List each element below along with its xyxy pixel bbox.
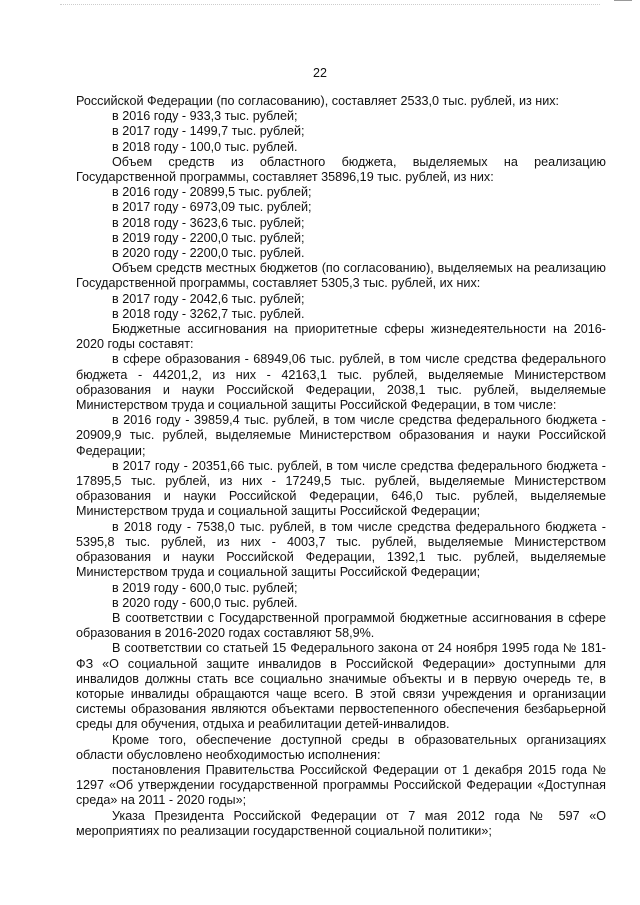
list-item: в 2018 году - 3623,6 тыс. рублей;: [112, 215, 305, 230]
list-item: в 2019 году - 2200,0 тыс. рублей;: [112, 230, 305, 245]
list-item: в 2017 году - 6973,09 тыс. рублей;: [112, 200, 312, 215]
paragraph: в 2018 году - 7538,0 тыс. рублей, в том числе средства федерального бюджета - 5395,8 тыс. рублей, из них - 4003,7 тыс. рублей, выделяемые Министерством образования и науки Российской Федерации, 1392,1 тыс. рублей, выделяемые Министерством труда и социальной защиты Российской Федерации;: [76, 519, 606, 580]
list-item: в 2017 году - 1499,7 тыс. рублей;: [112, 124, 305, 139]
document-body: [76, 94, 606, 839]
paragraph: Кроме того, обеспечение доступной среды в образовательных организациях области обусловлено необходимостью исполнения:: [76, 732, 606, 762]
paragraph: В соответствии с Государственной программой бюджетные ассигнования в сфере образования в 2016-2020 годах составляют 58,9%.: [76, 610, 606, 641]
scan-corner-mark: [614, 0, 632, 1]
paragraph: Указа Президента Российской Федерации от 7 мая 2012 года № 597 «О мероприятиях по реализации государственной социальной политики»;: [76, 808, 606, 838]
list-item: в 2016 году - 20899,5 тыс. рублей;: [112, 185, 312, 200]
page-number: 22: [313, 66, 327, 80]
paragraph: в 2017 году - 20351,66 тыс. рублей, в том числе средства федерального бюджета - 17895,5 тыс. рублей, из них - 17249,5 тыс. рублей, выделяемые Министерством образования и науки Российской Федерации, 646,0 тыс. рублей, выделяемые Министерством труда и социальной защиты Российской Федерации;: [76, 458, 606, 519]
scan-noise-line: [60, 4, 600, 9]
paragraph: постановления Правительства Российской Федерации от 1 декабря 2015 года № 1297 «Об утверждении государственной программы Российской Федерации «Доступная среда» на 2011 - 2020 годы»;: [76, 762, 606, 808]
list-item: в 2017 году - 2042,6 тыс. рублей;: [112, 291, 305, 306]
list-item: в 2018 году - 100,0 тыс. рублей.: [112, 139, 298, 154]
list-item: в 2019 году - 600,0 тыс. рублей;: [112, 580, 298, 595]
list-item: в 2020 году - 2200,0 тыс. рублей.: [112, 246, 305, 261]
paragraph: Объем средств из областного бюджета, выделяемых на реализацию Государственной программы, составляет 35896,19 тыс. рублей, из них:: [76, 154, 606, 185]
paragraph: Объем средств местных бюджетов (по согласованию), выделяемых на реализацию Государственной программы, составляет 5305,3 тыс. рублей, их них:: [76, 261, 606, 291]
paragraph: В соответствии со статьей 15 Федерального закона от 24 ноября 1995 года № 181-ФЗ «О социальной защите инвалидов в Российской Федерации» доступными для инвалидов должны стать все социально значимые объекты и в первую очередь те, в которые инвалиды обращаются чаще всего. В этой связи учреждения и организации системы образования являются объектами первостепенного обеспечения безбарьерной среды для обучения, отдыха и реабилитации детей-инвалидов.: [76, 641, 606, 732]
list-item: в 2018 году - 3262,7 тыс. рублей.: [112, 306, 305, 321]
paragraph: в 2016 году - 39859,4 тыс. рублей, в том числе средства федерального бюджета - 20909,9 тыс. рублей, выделяемые Министерством образования и науки Российской Федерации;: [76, 413, 606, 458]
list-item: в 2016 году - 933,3 тыс. рублей;: [112, 109, 298, 124]
paragraph: Российской Федерации (по согласованию), составляет 2533,0 тыс. рублей, из них:: [76, 94, 560, 108]
paragraph: в сфере образования - 68949,06 тыс. рублей, в том числе средства федерального бюджета - 44201,2, из них - 42163,1 тыс. рублей, выделяемые Министерством образования и науки Российской Федерации, 2038,1 тыс. рублей, выделяемые Министерством труда и социальной защиты Российской Федерации, в том числе:: [76, 352, 606, 413]
paragraph: Бюджетные ассигнования на приоритетные сферы жизнедеятельности на 2016-2020 годы составят:: [76, 322, 606, 352]
list-item: в 2020 году - 600,0 тыс. рублей.: [112, 595, 298, 610]
